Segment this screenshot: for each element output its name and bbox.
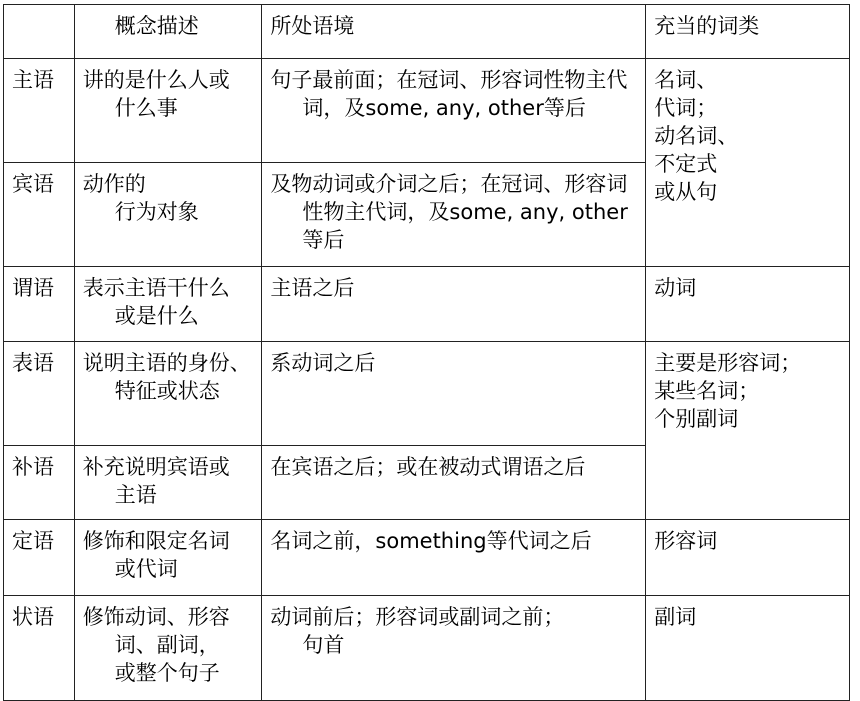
context-cell <box>262 520 646 596</box>
context-cell <box>262 267 646 342</box>
concept-cell <box>74 59 262 163</box>
table-row <box>4 59 850 163</box>
context-cell <box>262 596 646 701</box>
word-class-cell: 主要是形容词； 某些名词； 个别副词 <box>646 342 850 520</box>
table-row <box>4 267 850 342</box>
context-text: 系动词之后 <box>270 351 376 375</box>
concept-cell <box>74 446 262 520</box>
row-name: 主语 <box>4 59 75 163</box>
word-class-cell: 形容词 <box>646 520 850 596</box>
context-cell <box>262 446 646 520</box>
row-name: 表语 <box>4 342 75 446</box>
word-class-cell: 名词、 代词； 动名词、 不定式 或从句 <box>646 59 850 267</box>
concept-cell <box>74 267 262 342</box>
context-text: 动词前后；形容词或副词之前； 句首 <box>270 605 565 657</box>
concept-cell <box>74 520 262 596</box>
header-concept: 概念描述 <box>74 5 262 59</box>
grammar-table <box>3 4 850 701</box>
row-name: 谓语 <box>4 267 75 342</box>
concept-text: 动作的 行为对象 <box>82 172 199 224</box>
context-text: 句子最前面；在冠词、形容词性物主代词，及some, any, other等后 <box>270 68 628 120</box>
context-text: 主语之后 <box>270 276 355 300</box>
concept-text: 修饰动词、形容 词、副词， 或整个句子 <box>82 605 230 685</box>
context-cell <box>262 163 646 267</box>
header-word-class: 充当的词类 <box>646 5 850 59</box>
context-text: 名词之前，something等代词之后 <box>270 529 592 553</box>
table-row <box>4 596 850 701</box>
row-name: 状语 <box>4 596 75 701</box>
header-row <box>4 5 850 59</box>
concept-cell <box>74 596 262 701</box>
concept-text: 说明主语的身份、 特征或状态 <box>82 351 251 403</box>
row-name: 补语 <box>4 446 75 520</box>
row-name: 定语 <box>4 520 75 596</box>
row-name: 宾语 <box>4 163 75 267</box>
concept-text: 修饰和限定名词 或代词 <box>82 529 230 581</box>
context-cell <box>262 59 646 163</box>
concept-cell <box>74 342 262 446</box>
concept-text: 表示主语干什么 或是什么 <box>82 276 230 328</box>
header-cell-blank <box>4 5 75 59</box>
context-cell <box>262 342 646 446</box>
concept-text: 补充说明宾语或 主语 <box>82 455 230 507</box>
word-class-cell: 副词 <box>646 596 850 701</box>
table-row <box>4 342 850 446</box>
header-context: 所处语境 <box>262 5 646 59</box>
word-class-cell: 动词 <box>646 267 850 342</box>
context-text: 及物动词或介词之后；在冠词、形容词性物主代词，及some, any, other等后 <box>270 172 628 252</box>
table-row <box>4 520 850 596</box>
concept-text: 讲的是什么人或 什么事 <box>82 68 230 120</box>
concept-cell <box>74 163 262 267</box>
context-text: 在宾语之后；或在被动式谓语之后 <box>270 455 586 479</box>
